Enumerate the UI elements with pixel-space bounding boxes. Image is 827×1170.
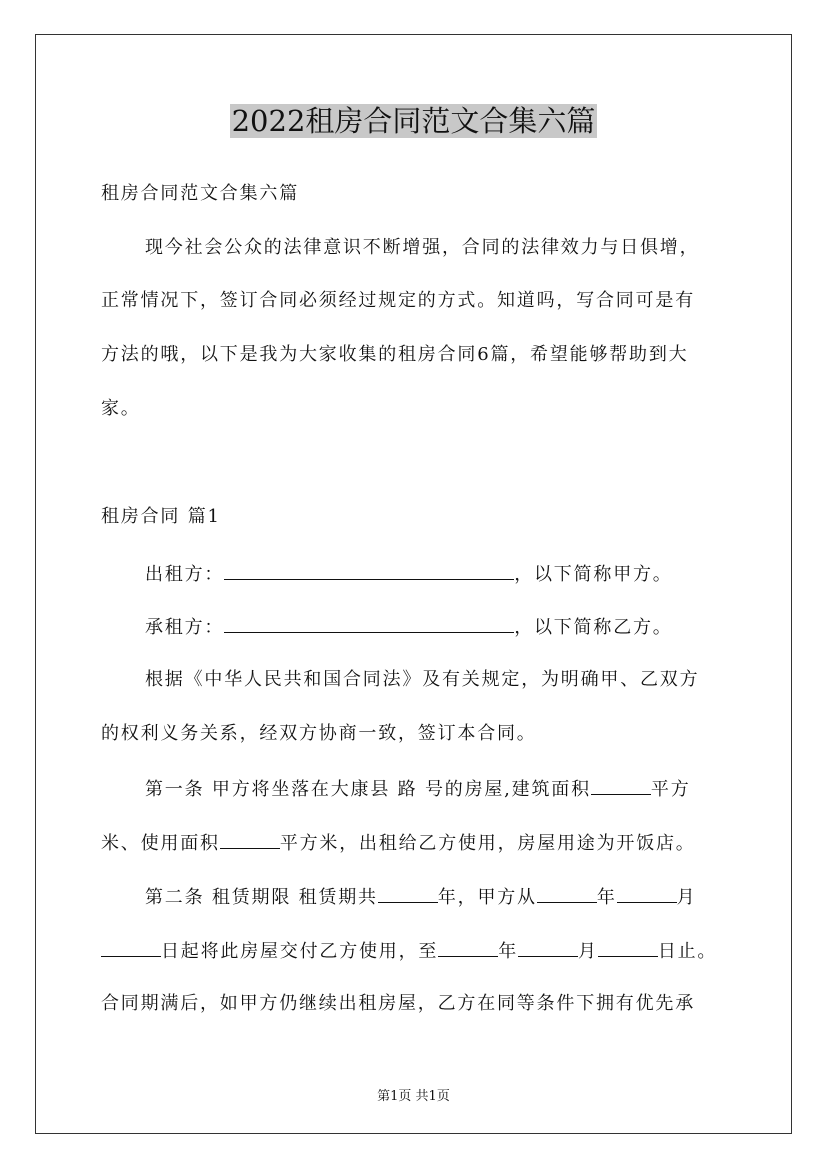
- intro-line-2: 正常情况下，签订合同必须经过规定的方式。知道吗，写合同可是有: [101, 290, 695, 311]
- start-year-blank: [537, 884, 597, 903]
- article2-text-e: 日起将此房屋交付乙方使用，至: [161, 941, 439, 962]
- article1-text-b: 平方: [650, 779, 691, 800]
- intro-line-4: 家。: [101, 398, 141, 419]
- article1-text-a: 第一条 甲方将坐落在大康县 路 号的房屋,建筑面积: [145, 779, 591, 800]
- lessor-label: 出租方：: [145, 564, 225, 585]
- article2-line-2: [101, 938, 717, 964]
- article1-line-2: [101, 830, 696, 856]
- building-area-blank: [591, 776, 651, 795]
- subtitle: 租房合同范文合集六篇: [101, 183, 299, 204]
- end-day-blank: [598, 938, 658, 957]
- lessee-suffix: ，以下简称乙方。: [514, 617, 673, 638]
- end-month-blank: [518, 938, 578, 957]
- start-day-blank: [101, 938, 161, 957]
- article2-text-c: 年: [596, 887, 617, 908]
- lessee-label: 承租方：: [145, 617, 225, 638]
- article2-text-b: 年，甲方从: [437, 887, 537, 908]
- lessor-suffix: ，以下简称甲方。: [514, 564, 673, 585]
- lessor-blank: [224, 561, 514, 580]
- article1-text-c: 米、使用面积: [101, 833, 220, 854]
- article2-text-f: 年: [498, 941, 519, 962]
- page-footer: 第1页 共1页: [377, 1089, 450, 1104]
- intro-line-3: 方法的哦，以下是我为大家收集的租房合同6篇，希望能够帮助到大: [101, 344, 689, 365]
- document-title: 2022租房合同范文合集六篇: [231, 104, 596, 138]
- start-month-blank: [617, 884, 677, 903]
- lessor-line: [145, 561, 673, 587]
- basis-line-2: 的权利义务关系，经双方协商一致，签订本合同。: [101, 723, 537, 744]
- section-heading: 租房合同 篇1: [101, 506, 221, 527]
- article2-text-h: 日止。: [657, 941, 718, 962]
- intro-line-1: 现今社会公众的法律意识不断增强，合同的法律效力与日俱增，: [145, 237, 700, 258]
- article2-text-d: 月: [676, 887, 697, 908]
- article1-line-1: [145, 776, 691, 802]
- end-year-blank: [438, 938, 498, 957]
- term-years-blank: [378, 884, 438, 903]
- article2-text-a: 第二条 租赁期限 租赁期共: [145, 887, 378, 908]
- article2-line-1: [145, 884, 696, 910]
- article2-text-g: 月: [578, 941, 598, 962]
- document-title-wrap: [0, 100, 827, 142]
- basis-line-1: 根据《中华人民共和国合同法》及有关规定，为明确甲、乙双方: [145, 669, 700, 690]
- usable-area-blank: [220, 830, 280, 849]
- article1-text-d: 平方米，出租给乙方使用，房屋用途为开饭店。: [279, 833, 696, 854]
- lessee-blank: [224, 614, 514, 633]
- lessee-line: [145, 614, 673, 640]
- article2-line-3: 合同期满后，如甲方仍继续出租房屋，乙方在同等条件下拥有优先承: [101, 993, 695, 1014]
